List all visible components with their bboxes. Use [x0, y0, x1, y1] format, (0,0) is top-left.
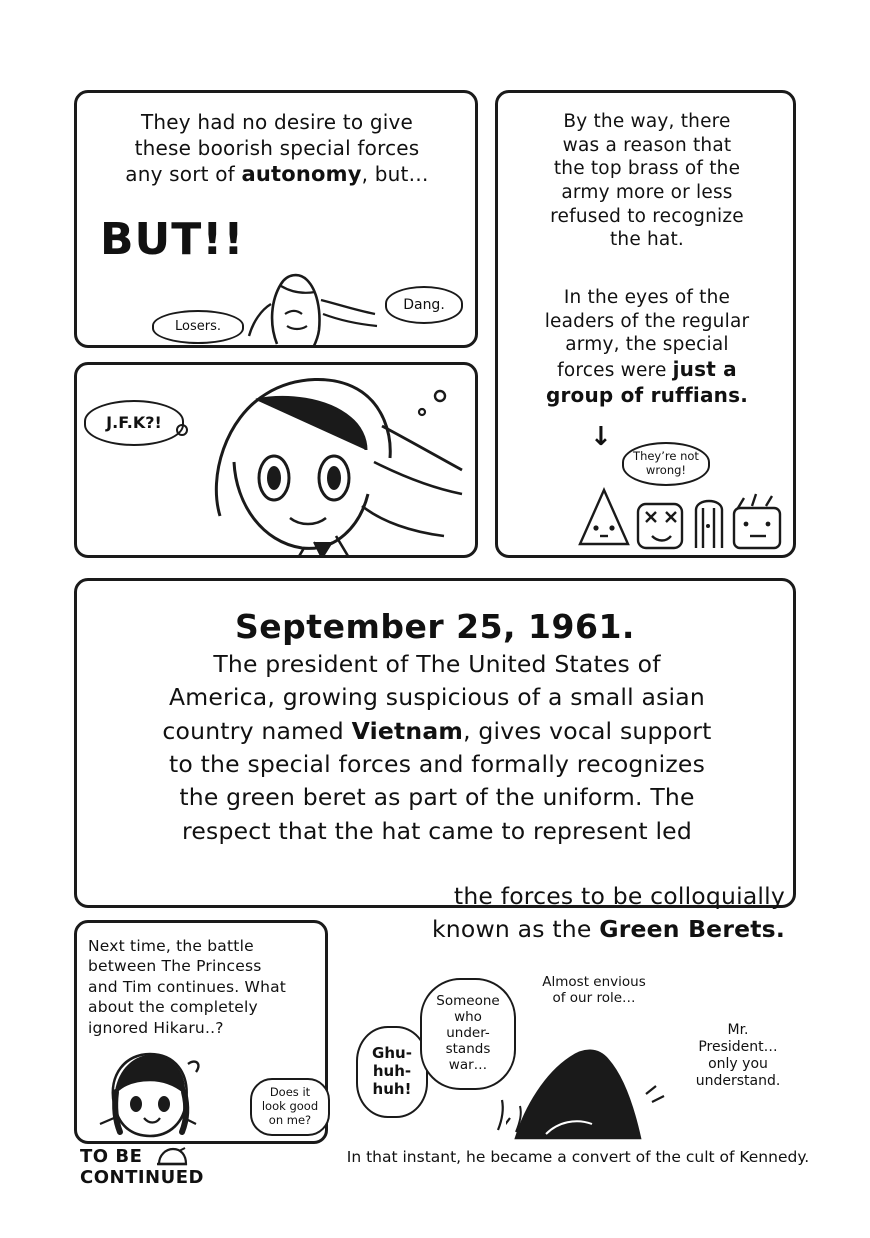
panel-4-narration-overflow	[330, 880, 785, 947]
character-hikaru-chibi	[96, 1046, 206, 1142]
down-arrow-icon: ↓	[590, 422, 612, 452]
narration-line: and Tim continues. What	[88, 977, 287, 996]
to-be-continued	[80, 1146, 280, 1188]
narration-line: America, growing suspicious of a small asian	[169, 683, 705, 712]
narration-line	[512, 357, 782, 383]
bubble-line: Almost envious	[542, 973, 646, 990]
bubble-line: Ghu-	[372, 1044, 412, 1063]
bubble-someone-who-understands-war	[420, 978, 516, 1090]
narration-line: these boorish special forces	[134, 135, 420, 160]
footer-caption: In that instant, he became a convert of the cult of Kennedy.	[346, 1148, 810, 1166]
bubble-text: Losers.	[175, 319, 221, 335]
bubble-losers	[152, 310, 244, 344]
narration-text: any sort of	[125, 162, 242, 187]
narration-line: was a reason that	[562, 134, 732, 156]
panel-2-narration-b	[512, 286, 782, 408]
bubble-line: look good	[261, 1099, 319, 1114]
bubble-line: stands	[445, 1040, 491, 1057]
bubble-line: Does it	[269, 1085, 311, 1100]
narration-line: They had no desire to give	[140, 110, 414, 134]
chibi-round	[638, 504, 682, 548]
narration-line: the top brass of the	[553, 158, 741, 180]
bubble-line: who	[454, 1009, 482, 1026]
chibi-longhair	[696, 501, 722, 548]
panel-2-narration-a	[512, 110, 782, 252]
narration-text: , but…	[361, 162, 429, 187]
narration-line: leaders of the regular	[544, 310, 750, 332]
to-be-continued-line: CONTINUED	[80, 1167, 204, 1189]
narration-line: to the special forces and formally recognizes	[168, 750, 706, 779]
chibi-spiky	[734, 494, 780, 548]
bubble-line: Someone	[436, 993, 500, 1010]
bubble-line: understand.	[695, 1072, 781, 1089]
narration-text: known as the	[431, 915, 600, 944]
beret-icon	[155, 1147, 189, 1167]
bubble-line: wrong!	[645, 463, 687, 477]
narration-line: army, the special	[565, 334, 729, 356]
bubble-line: of our role…	[552, 990, 636, 1006]
bubble-text	[542, 974, 645, 1006]
bubble-line: huh-	[372, 1062, 412, 1081]
bubble-line: under-	[446, 1025, 490, 1042]
narration-emphasis-line: group of ruffians.	[545, 382, 749, 407]
panel-5-narration	[88, 936, 318, 1038]
bubble-line: huh!	[372, 1079, 412, 1098]
bubble-line: Mr.	[727, 1022, 749, 1039]
narration-line: the forces to be colloquially	[453, 882, 785, 910]
narration-line: By the way, there	[563, 111, 731, 132]
chibi-triangle	[580, 490, 628, 544]
motion-lines	[486, 1098, 546, 1134]
bubble-text	[633, 450, 699, 477]
bubble-almost-envious	[524, 958, 664, 1022]
bubble-text	[436, 994, 499, 1074]
bubble-text: J.F.K?!	[106, 412, 162, 432]
narration-emphasis: autonomy	[241, 162, 362, 187]
panel-1-shout: BUT!!	[100, 214, 245, 265]
narration-line: about the completely	[88, 998, 258, 1017]
bubble-ghu-huh-huh	[356, 1026, 428, 1118]
narration-line: refused to recognize	[550, 205, 744, 227]
bubble-text	[696, 1022, 781, 1089]
narration-emphasis: Green Berets.	[599, 915, 785, 944]
bubble-text: Dang.	[403, 296, 445, 313]
panel-1-narration	[96, 110, 458, 188]
bubble-text	[372, 1045, 412, 1098]
narration-line: Next time, the battle	[88, 937, 254, 955]
narration-line: respect that the hat came to represent led	[182, 816, 692, 845]
narration-line	[330, 913, 785, 946]
narration-line: ignored Hikaru..?	[88, 1018, 224, 1037]
bubble-jfk	[84, 400, 184, 446]
panel-4-date-heading: September 25, 1961.	[235, 607, 635, 646]
narration-line: the green beret as part of the uniform. The	[179, 783, 695, 812]
narration-line: army more or less	[561, 182, 733, 204]
chibi-group	[576, 482, 788, 554]
narration-text: country named	[162, 716, 352, 745]
narration-line	[92, 715, 782, 748]
bubble-line: on me?	[268, 1112, 312, 1127]
panel-4-narration	[92, 648, 782, 848]
bubble-line: They’re not	[633, 449, 699, 464]
narration-line: the hat.	[609, 229, 685, 251]
bubble-line: war…	[448, 1056, 488, 1073]
narration-line: The president of The United States of	[213, 650, 661, 678]
bubble-line: President…	[698, 1039, 778, 1056]
bubble-line: only you	[708, 1056, 768, 1072]
bubble-does-it-look-good	[250, 1078, 330, 1136]
to-be-continued-line: TO BE	[80, 1146, 143, 1167]
bubble-text	[262, 1086, 318, 1127]
bubble-mr-president	[676, 1008, 800, 1104]
narration-line	[96, 161, 458, 188]
bubble-theyre-not-wrong	[622, 442, 710, 486]
narration-line: In the eyes of the	[563, 287, 731, 308]
narration-emphasis: just a	[672, 357, 737, 382]
narration-line: between The Princess	[88, 957, 262, 976]
bubble-dang	[385, 286, 463, 324]
narration-text: forces were	[557, 360, 673, 382]
character-shocked-face	[186, 366, 476, 556]
narration-emphasis: Vietnam	[351, 716, 464, 745]
character-long-hair-girl	[225, 270, 400, 348]
narration-text: , gives vocal support	[463, 716, 712, 745]
